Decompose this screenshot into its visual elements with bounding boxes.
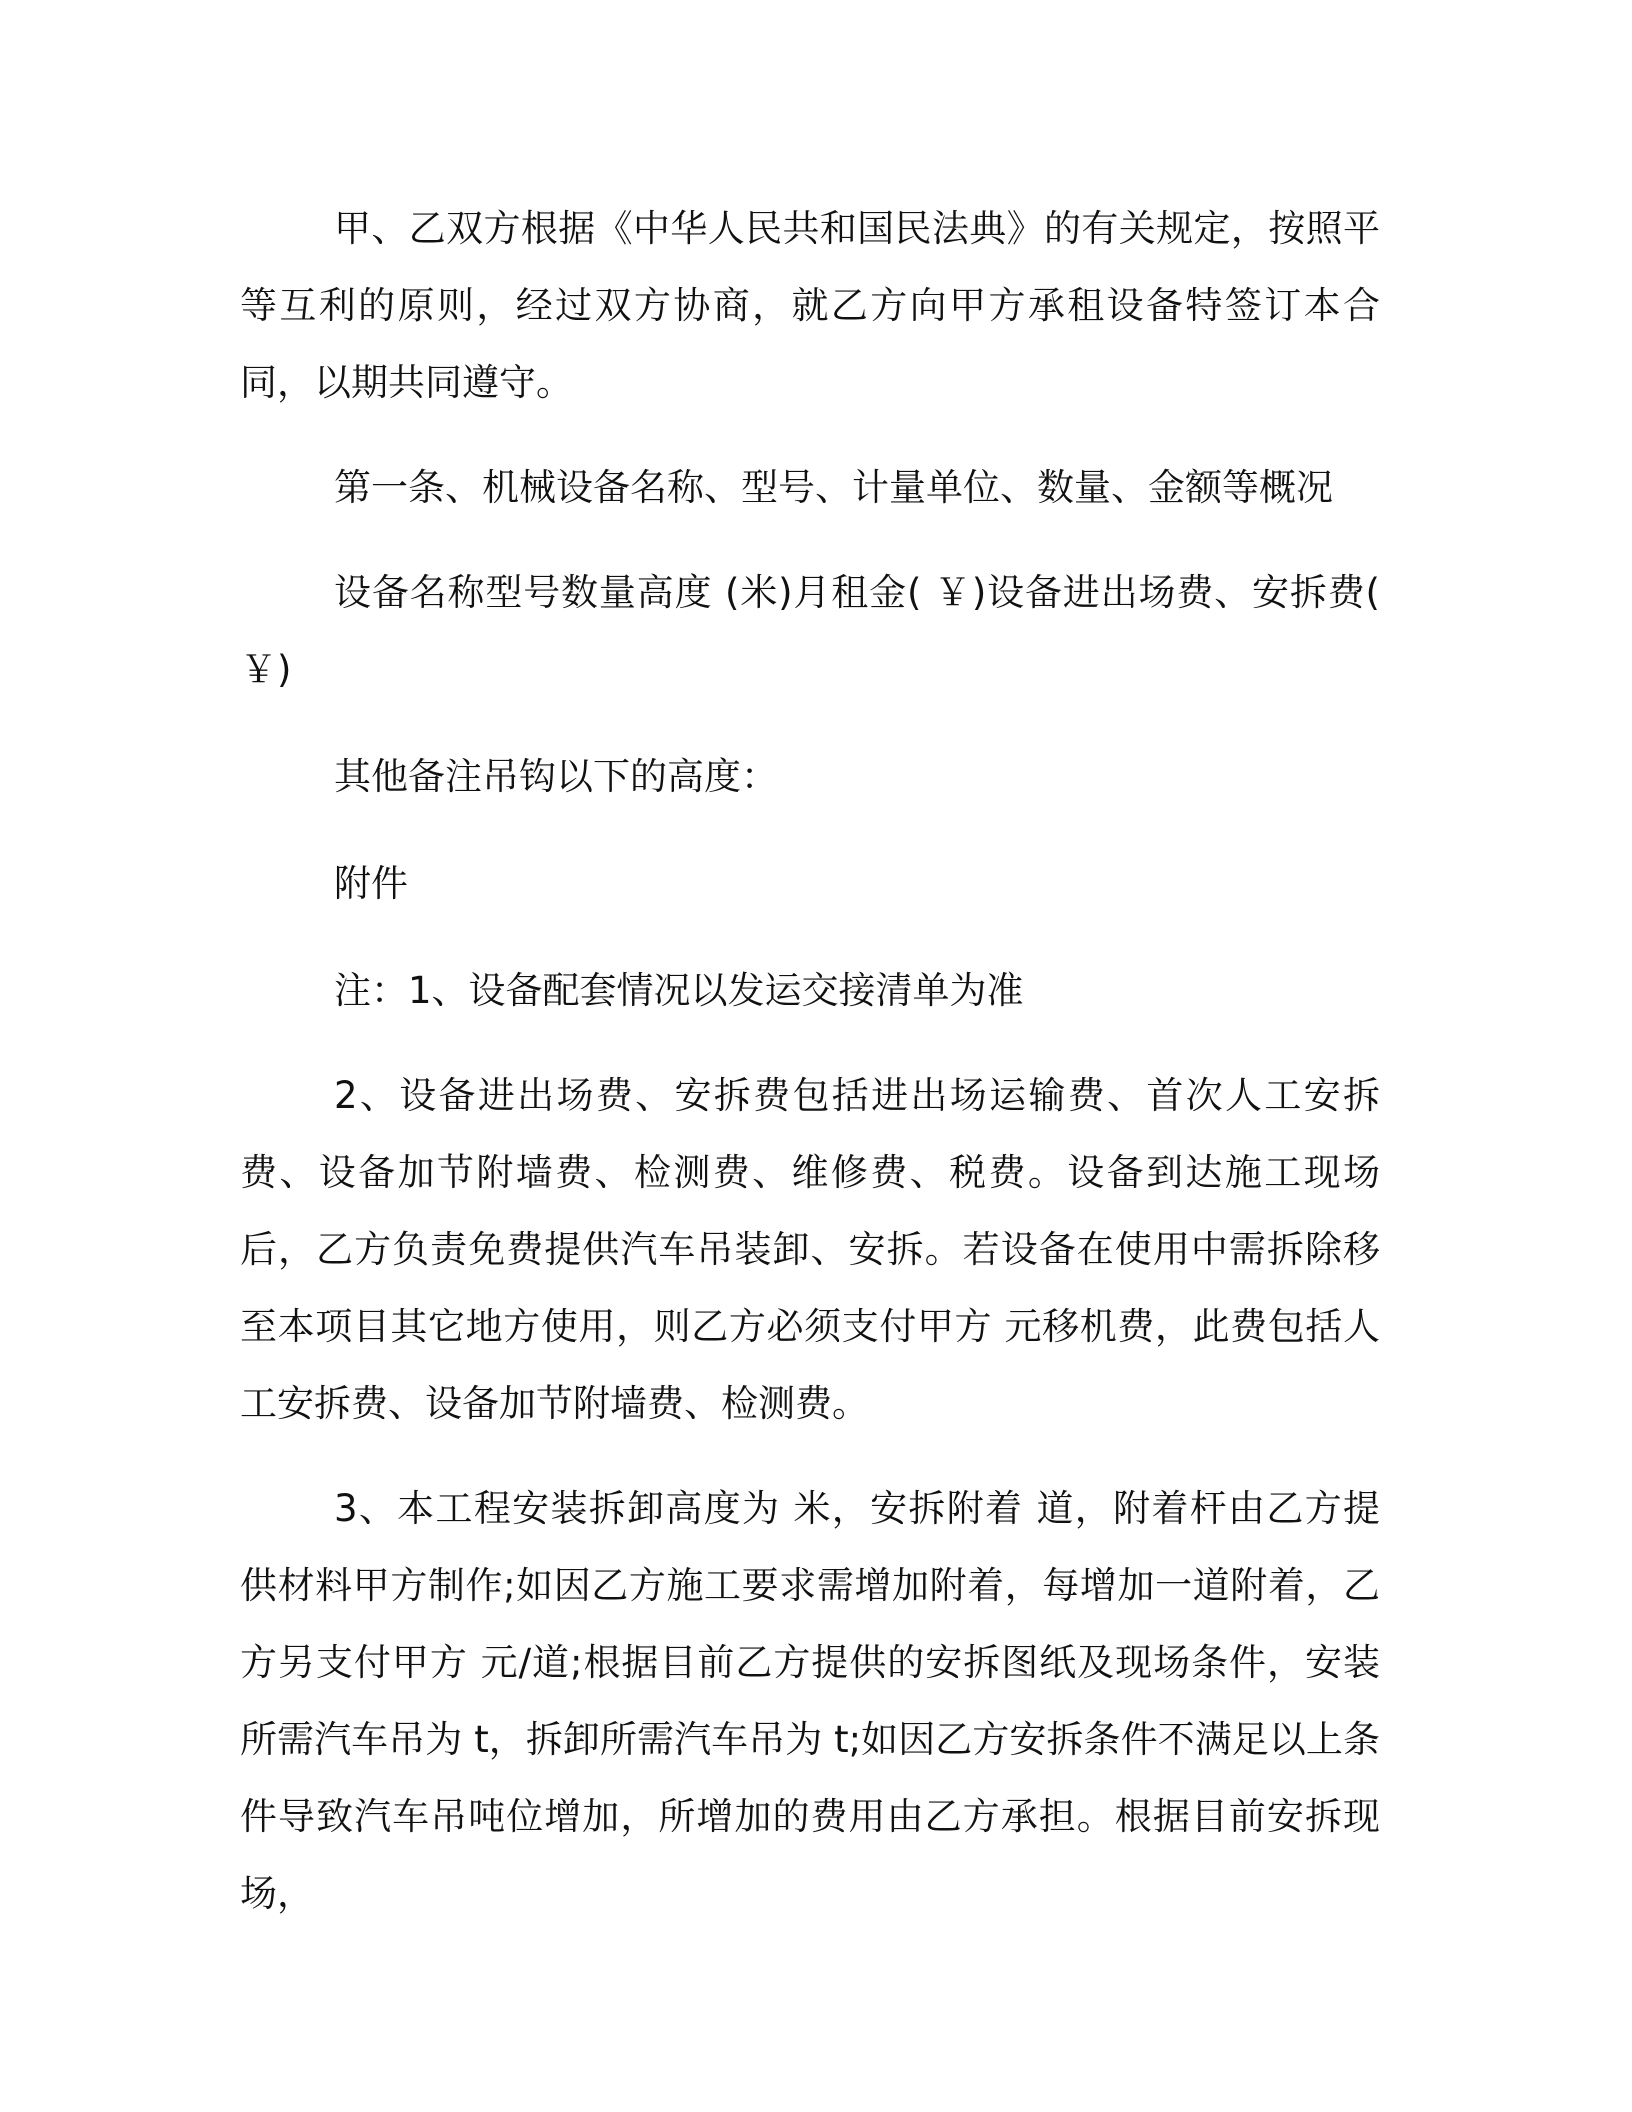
paragraph-remarks: 其他备注吊钩以下的高度： <box>334 755 778 798</box>
paragraph-preamble: 甲、乙双方根据《中华人民共和国民法典》的有关规定，按照平等互利的原则，经过双方协商，就乙方向甲方承租设备特签订本合同，以期共同遵守。 <box>240 207 1380 404</box>
paragraph-attachment: 附件 <box>334 862 408 905</box>
paragraph-note-1: 注：1、设备配套情况以发运交接清单为准 <box>334 969 1024 1012</box>
document-page <box>240 190 1380 1932</box>
paragraph-equipment-fields: 设备名称型号数量高度 (米)月租金( ￥)设备进出场费、安拆费( ￥) <box>240 571 1380 691</box>
paragraph-note-2: 2、设备进出场费、安拆费包括进出场运输费、首次人工安拆费、设备加节附墙费、检测费、维修费、税费。设备到达施工现场后，乙方负责免费提供汽车吊装卸、安拆。若设备在使用中需拆除移至本项目其它地方使用，则乙方必须支付甲方 元移机费，此费包括人工安拆费、设备加节附墙费、检测费。 <box>240 1074 1380 1425</box>
paragraph-note-3: 3、本工程安装拆卸高度为 米，安拆附着 道，附着杆由乙方提供材料甲方制作;如因乙方施工要求需增加附着，每增加一道附着，乙方另支付甲方 元/道;根据目前乙方提供的安拆图纸及现场条件，安装所需汽车吊为 t，拆卸所需汽车吊为 t;如因乙方安拆条件不满足以上条件导致汽车吊吨位增加，所增加的费用由乙方承担。根据目前安拆现场， <box>240 1487 1380 1915</box>
paragraph-article-1-title: 第一条、机械设备名称、型号、计量单位、数量、金额等概况 <box>334 466 1333 509</box>
